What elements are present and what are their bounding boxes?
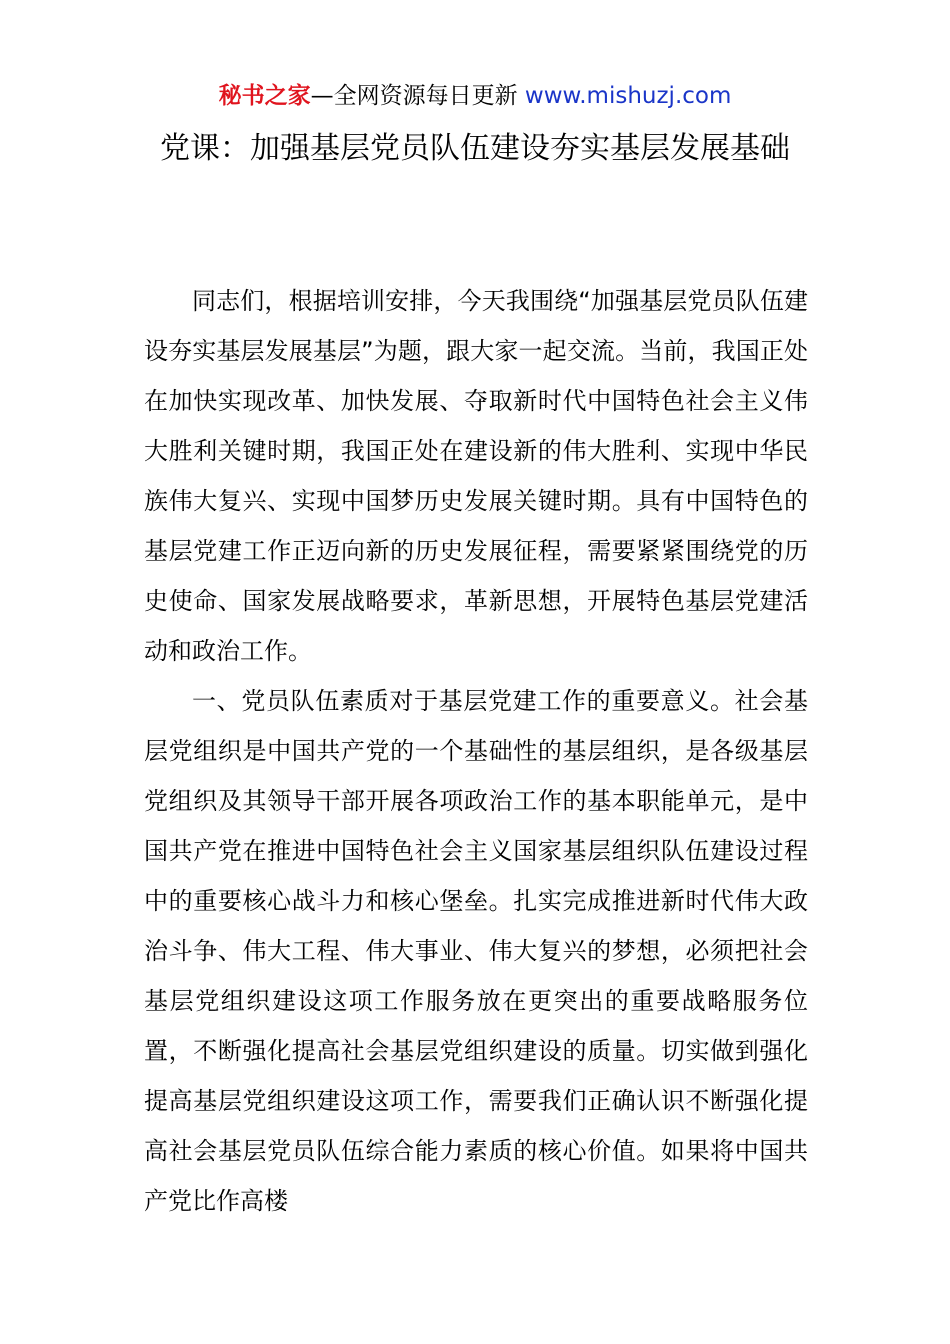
site-header xyxy=(0,80,950,112)
paragraph-section-1: 一、党员队伍素质对于基层党建工作的重要意义。社会基层党组织是中国共产党的一个基础性的基层组织，是各级基层党组织及其领导干部开展各项政治工作的基本职能单元，是中国共产党在推进中国特色社会主义国家基层组织队伍建设过程中的重要核心战斗力和核心堡垒。扎实完成推进新时代伟大政治斗争、伟大工程、伟大事业、伟大复兴的梦想，必须把社会基层党组织建设这项工作服务放在更突出的重要战略服务位置，不断强化提高社会基层党组织建设的质量。切实做到强化提高基层党组织建设这项工作，需要我们正确认识不断强化提高社会基层党员队伍综合能力素质的核心价值。如果将中国共产党比作高楼 xyxy=(144,687,808,1215)
site-url-link[interactable]: www.mishuzj.com xyxy=(524,83,732,109)
site-tagline: —全网资源每日更新 xyxy=(310,83,525,109)
site-name: 秘书之家 xyxy=(218,83,311,109)
document-body xyxy=(144,276,808,1226)
paragraph-intro: 同志们，根据培训安排，今天我围绕“加强基层党员队伍建设夯实基层发展基层”为题，跟大家一起交流。当前，我国正处在加快实现改革、加快发展、夺取新时代中国特色社会主义伟大胜利关键时期，我国正处在建设新的伟大胜利、实现中华民族伟大复兴、实现中国梦历史发展关键时期。具有中国特色的基层党建工作正迈向新的历史发展征程，需要紧紧围绕党的历史使命、国家发展战略要求，革新思想，开展特色基层党建活动和政治工作。 xyxy=(144,287,808,665)
document-title: 党课：加强基层党员队伍建设夯实基层发展基础 xyxy=(160,131,790,166)
